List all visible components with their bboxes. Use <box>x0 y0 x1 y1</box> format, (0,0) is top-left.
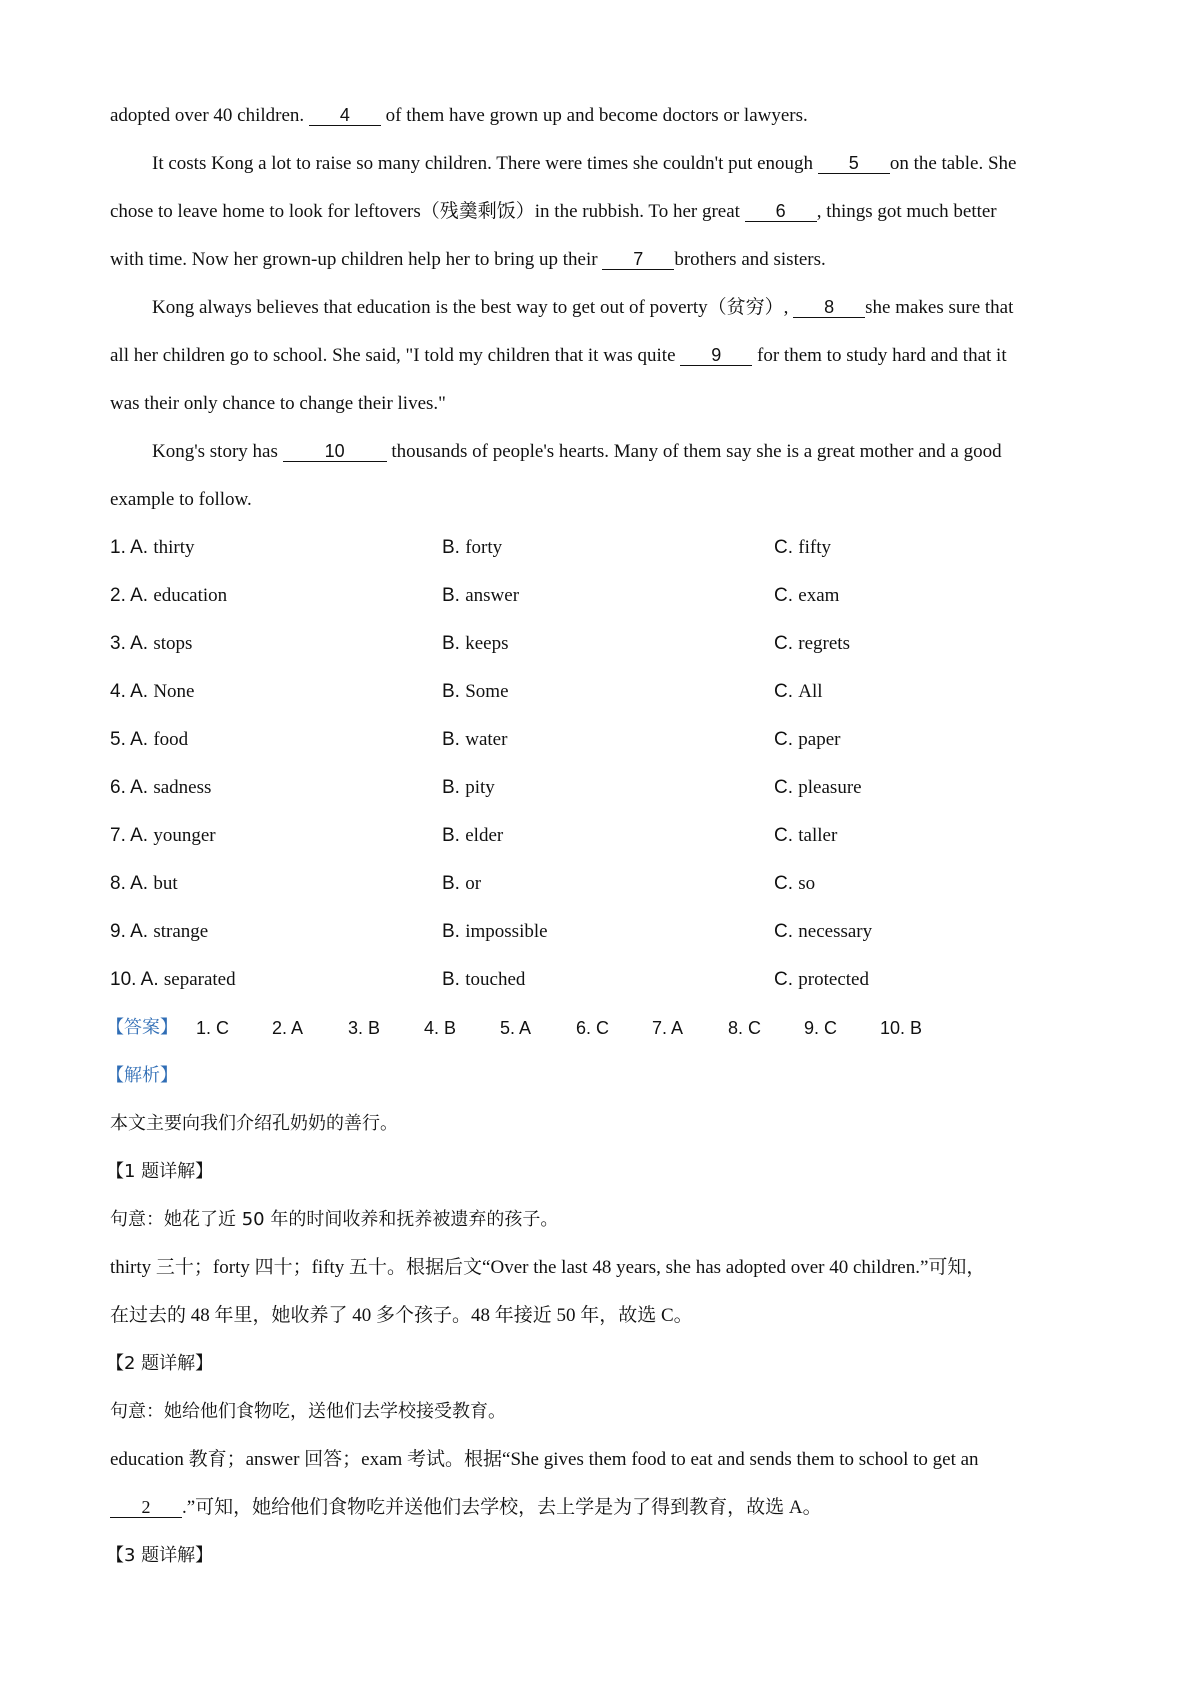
answer-9: 9. C <box>804 1018 838 1038</box>
analysis-intro: 本文主要向我们介绍孔奶奶的善行。 <box>110 1113 398 1134</box>
answer-label: 【答案】 <box>106 1017 178 1038</box>
passage-line-4: with time. Now her grown-up children help her to bring up their 7 brothers and sisters. <box>110 249 826 270</box>
q2-title: 【2 题详解】 <box>106 1353 214 1374</box>
option-3-b: B. keeps <box>442 633 509 654</box>
option-1-b: B. forty <box>442 537 503 558</box>
q1-explain-line-2: 在过去的 48 年里，她收养了 40 多个孩子。48 年接近 50 年，故选 C。 <box>110 1305 693 1326</box>
blank-2: 2 <box>110 1497 182 1518</box>
passage-line-9: example to follow. <box>110 489 252 510</box>
passage-line-3: chose to leave home to look for leftovers（残羹剩饭）in the rubbish. To her great 6 , things got much better <box>110 201 997 222</box>
q1-meaning: 句意：她花了近 50 年的时间收养和抚养被遗弃的孩子。 <box>110 1209 559 1230</box>
option-3-a: 3. A. stops <box>110 633 193 654</box>
blank-4: 4 <box>309 105 381 126</box>
answer-7: 7. A <box>652 1018 684 1038</box>
answer-key <box>106 1016 178 1040</box>
blank-6: 6 <box>745 201 817 222</box>
answer-3: 3. B <box>348 1018 381 1038</box>
option-6-b: B. pity <box>442 777 495 798</box>
option-2-c: C. exam <box>774 585 840 606</box>
q2-explain-line-1: education 教育；answer 回答；exam 考试。根据“She gives them food to eat and sends them to school to get an <box>110 1449 979 1470</box>
option-1-a: 1. A. thirty <box>110 537 195 558</box>
option-5-a: 5. A. food <box>110 729 189 750</box>
passage-line-2: It costs Kong a lot to raise so many children. There were times she couldn't put enough 5 on the table. She <box>152 153 1017 174</box>
answer-8: 8. C <box>728 1018 762 1038</box>
blank-10: 10 <box>283 441 387 462</box>
blank-5: 5 <box>818 153 890 174</box>
option-5-b: B. water <box>442 729 508 750</box>
passage-line-1: adopted over 40 children. 4 of them have grown up and become doctors or lawyers. <box>110 105 808 126</box>
answer-1: 1. C <box>196 1018 230 1038</box>
analysis-label: 【解析】 <box>106 1065 178 1086</box>
q2-meaning: 句意：她给他们食物吃，送他们去学校接受教育。 <box>110 1401 506 1422</box>
passage-line-6: all her children go to school. She said, "I told my children that it was quite 9 for them to study hard and that it <box>110 345 1007 366</box>
option-3-c: C. regrets <box>774 633 850 654</box>
q2-explain-line-2: 2 .”可知，她给他们食物吃并送他们去学校，去上学是为了得到教育，故选 A。 <box>110 1496 822 1520</box>
option-1-c: C. fifty <box>774 537 831 558</box>
option-9-c: C. necessary <box>774 921 873 942</box>
option-7-c: C. taller <box>774 825 838 846</box>
option-4-b: B. Some <box>442 681 509 702</box>
option-4-c: C. All <box>774 681 823 702</box>
option-8-c: C. so <box>774 873 816 894</box>
option-10-a: 10. A. separated <box>110 969 236 990</box>
passage-line-5: Kong always believes that education is the best way to get out of poverty（贫穷）, 8 she makes sure that <box>152 297 1014 318</box>
blank-9: 9 <box>680 345 752 366</box>
option-10-c: C. protected <box>774 969 869 990</box>
option-6-c: C. pleasure <box>774 777 862 798</box>
passage-line-8: Kong's story has 10 thousands of people's hearts. Many of them say she is a great mother and a good <box>152 441 1002 462</box>
blank-7: 7 <box>602 249 674 270</box>
answer-4: 4. B <box>424 1018 457 1038</box>
option-2-b: B. answer <box>442 585 520 606</box>
option-8-a: 8. A. but <box>110 873 178 894</box>
option-2-a: 2. A. education <box>110 585 228 606</box>
option-4-a: 4. A. None <box>110 681 195 702</box>
option-10-b: B. touched <box>442 969 526 990</box>
option-5-c: C. paper <box>774 729 841 750</box>
blank-8: 8 <box>793 297 865 318</box>
passage-line-7: was their only chance to change their lives." <box>110 393 446 414</box>
answer-10: 10. B <box>880 1018 923 1038</box>
option-6-a: 6. A. sadness <box>110 777 212 798</box>
option-9-b: B. impossible <box>442 921 548 942</box>
option-8-b: B. or <box>442 873 482 894</box>
q1-title: 【1 题详解】 <box>106 1161 214 1182</box>
option-9-a: 9. A. strange <box>110 921 209 942</box>
q3-title: 【3 题详解】 <box>106 1545 214 1566</box>
option-7-b: B. elder <box>442 825 504 846</box>
option-7-a: 7. A. younger <box>110 825 216 846</box>
q1-explain-line-1: thirty 三十；forty 四十；fifty 五十。根据后文“Over the last 48 years, she has adopted over 40 children.”可知， <box>110 1257 986 1278</box>
answer-5: 5. A <box>500 1018 532 1038</box>
answer-2: 2. A <box>272 1018 304 1038</box>
answer-6: 6. C <box>576 1018 610 1038</box>
